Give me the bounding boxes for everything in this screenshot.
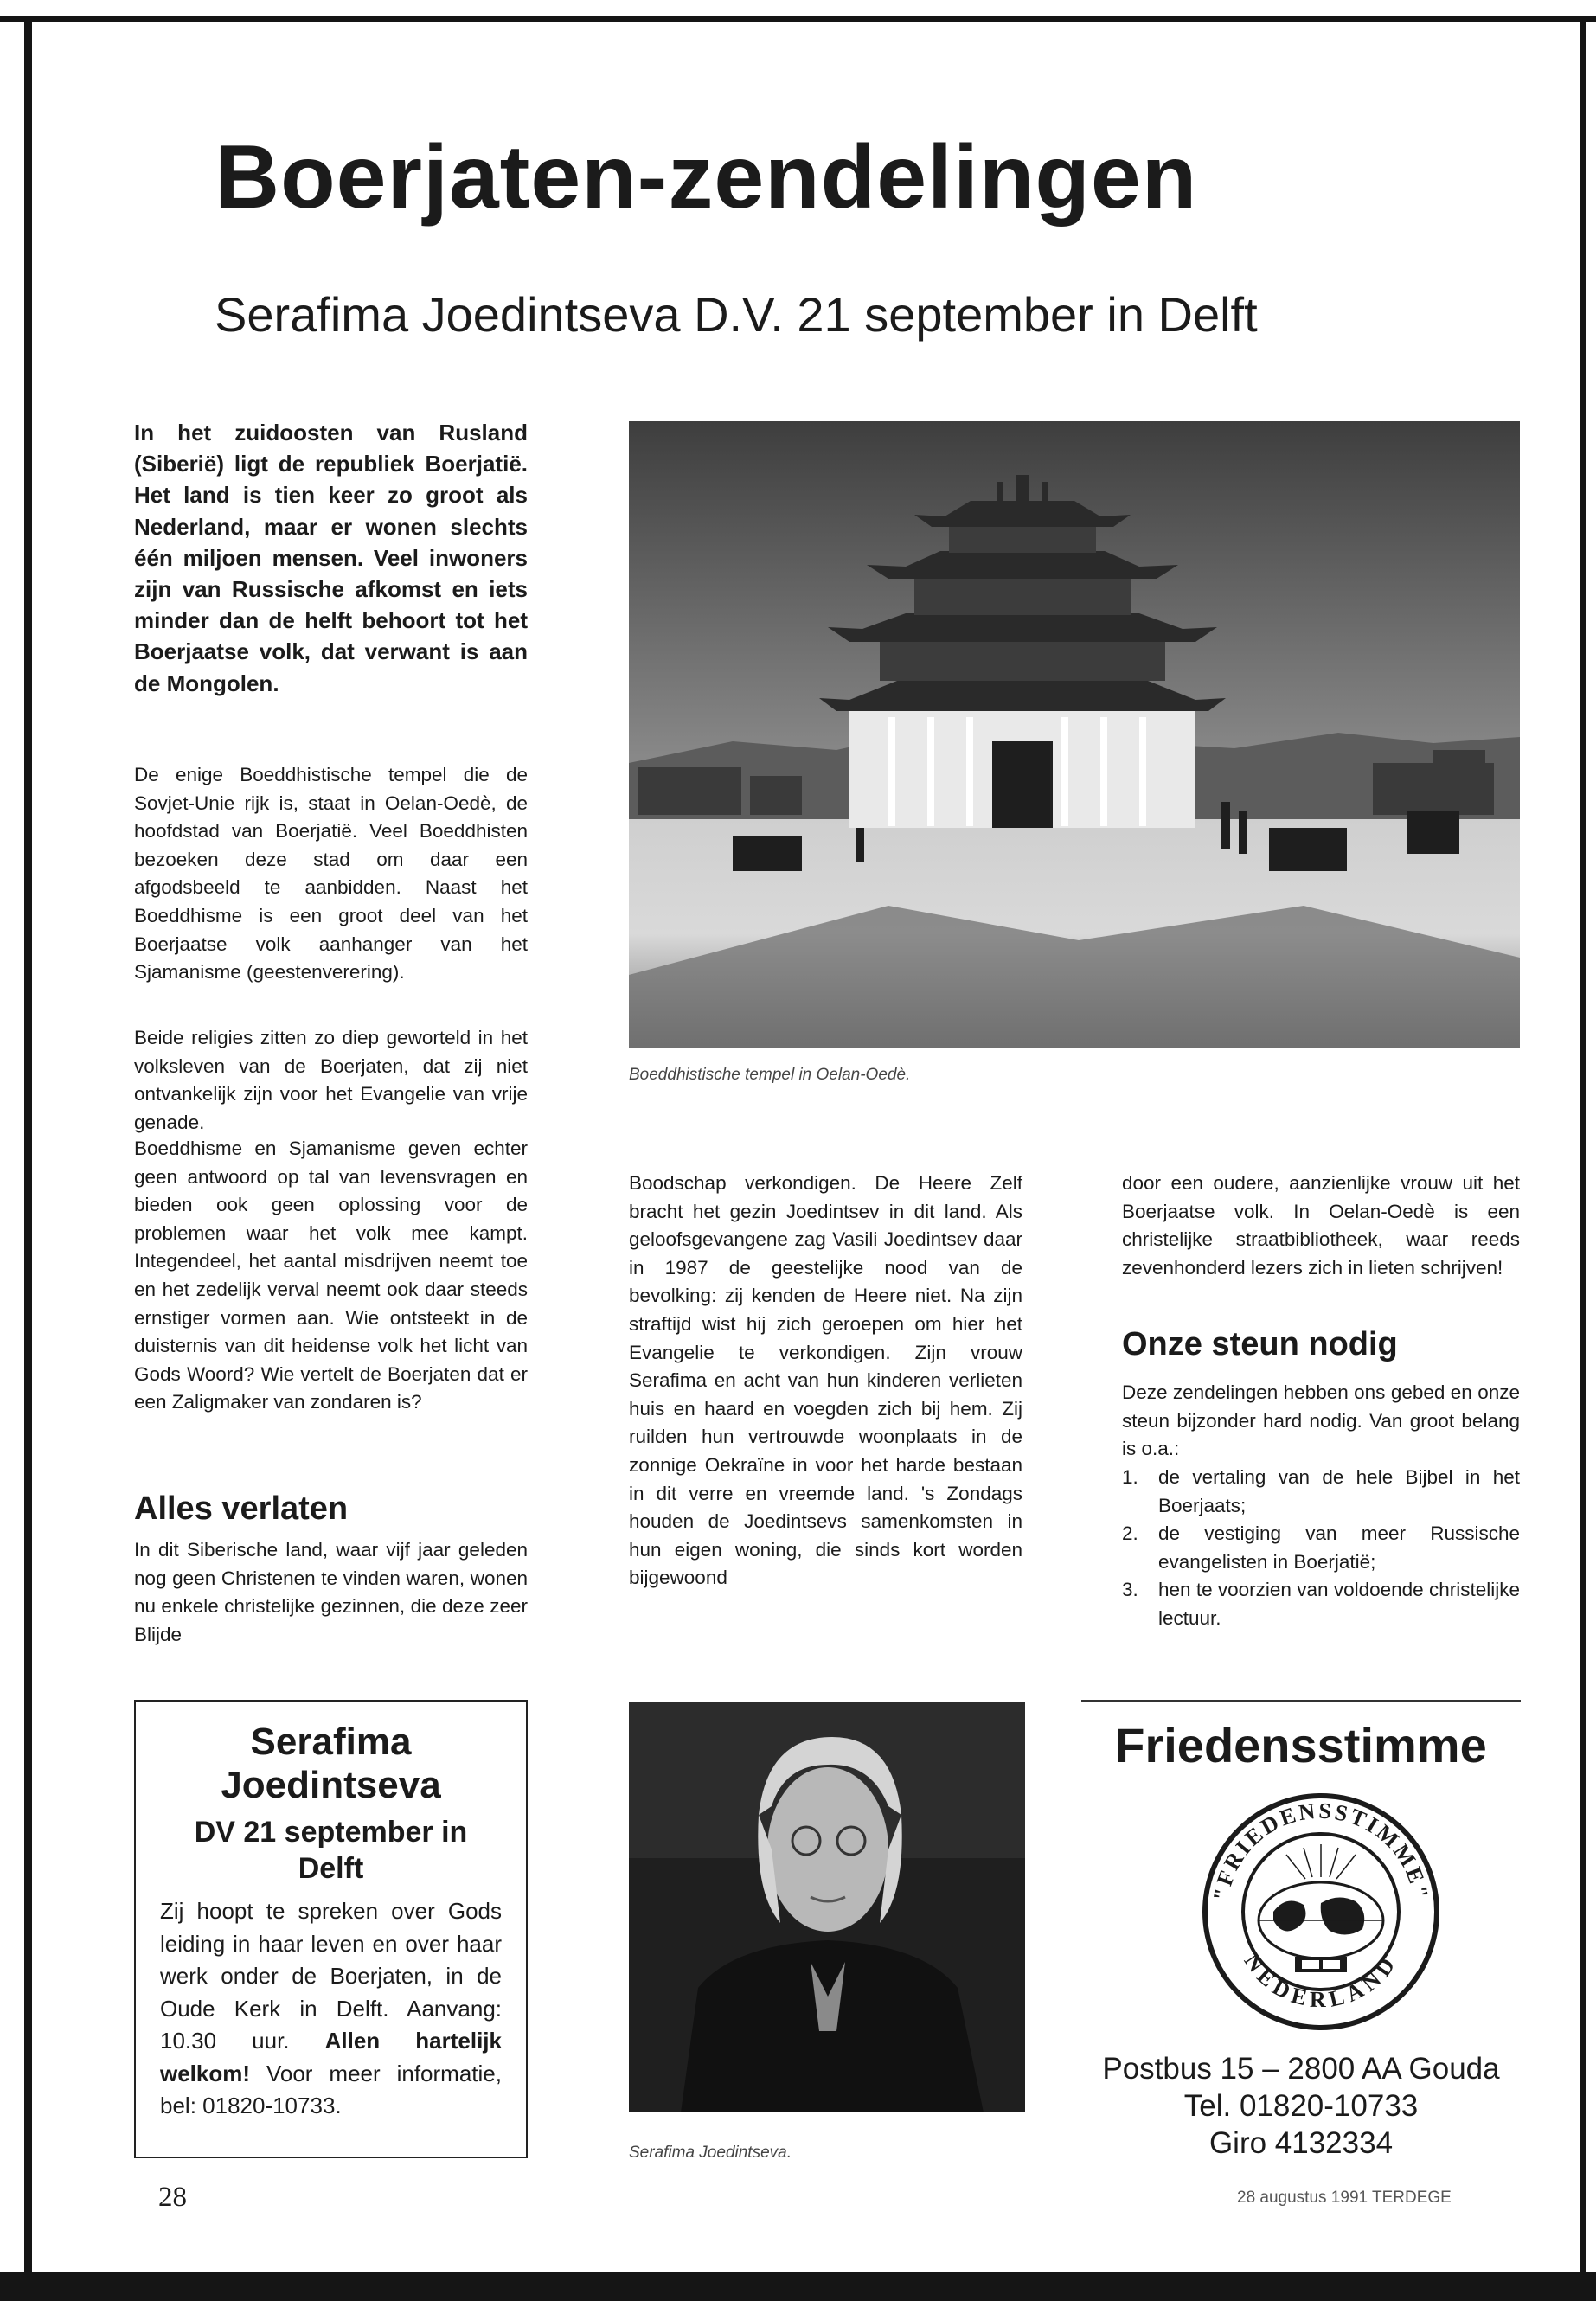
article-title: Boerjaten-zendelingen	[215, 127, 1198, 228]
paragraph-religions: Beide religies zitten zo diep geworteld in het volksleven van de Boerjaten, dat zij niet ontvankelijk zijn voor het Evangelie van vrije genade.	[134, 1027, 528, 1133]
list-item	[1122, 1576, 1520, 1632]
paragraph-support: Deze zendelingen hebben ons gebed en onze steun bijzonder hard nodig. Van groot belang is o.a.:	[1122, 1381, 1520, 1460]
svg-text:NEDERLAND: NEDERLAND	[1239, 1949, 1403, 2013]
event-description	[160, 1895, 502, 2123]
issue-info: 28 augustus 1991 TERDEGE	[1237, 2189, 1452, 2207]
scan-edge-left	[24, 16, 32, 2278]
event-text: Zij hoopt te spreken over Gods leiding in haar leven en over haar werk onder de Boerjaten, in de Oude Kerk in Delft. Aanvang: 10.30 uur.	[160, 1898, 502, 2054]
scan-edge-bottom	[0, 2272, 1596, 2301]
list-item	[1122, 1464, 1520, 1520]
scan-edge-top	[0, 16, 1596, 22]
friedensstimme-title: Friedensstimme	[1115, 1718, 1487, 1772]
temple-photo-caption: Boeddhistische tempel in Oelan-Oedè.	[629, 1066, 911, 1084]
portrait-photo	[629, 1702, 1025, 2112]
paragraph-temple: De enige Boeddhistische tempel die de Sovjet-Unie rijk is, staat in Oelan-Oedè, de hoofdstad van Boerjatië. Veel Boeddhisten bezoeken deze stad om daar een afgodsbeeld te aanbidden. Naast het Boeddhisme is een groot deel van het Boerjaatse volk aanhanger van het Sjamanisme (geestenverering).	[134, 764, 528, 984]
support-list	[1122, 1464, 1520, 1633]
scan-edge-right	[1580, 16, 1586, 2278]
article-subtitle: Serafima Joedintseva D.V. 21 september in Delft	[215, 287, 1258, 342]
list-number: 3.	[1122, 1579, 1138, 1601]
friedensstimme-rule	[1081, 1700, 1521, 1702]
event-box	[134, 1700, 528, 2158]
list-text: de vestiging van meer Russische evangelisten in Boerjatië;	[1158, 1522, 1520, 1573]
svg-text:"FRIEDENSSTIMME": "FRIEDENSSTIMME"	[1208, 1798, 1434, 1903]
friedensstimme-seal-logo	[1200, 1791, 1442, 2033]
paragraph-questions: Boeddhisme en Sjamanisme geven echter geen antwoord op tal van levensvragen en bieden ook geen oplossing voor de problemen waar het volk mee kampt. Integendeel, het aantal misdrijven neemt toe en het zedelijk verval neemt ook daar steeds ernstiger vormen aan. Wie ontsteekt in de duisternis van dit heidense volk het licht van Gods Woord? Wie vertelt de Boerjaten dat er een Zaligmaker van zondaren is?	[134, 1138, 528, 1413]
list-item	[1122, 1520, 1520, 1576]
event-speaker: Serafima Joedintseva	[221, 1721, 441, 1806]
page-number: 28	[158, 2182, 187, 2213]
list-text: hen te voorzien van voldoende christelijke lectuur.	[1158, 1579, 1520, 1629]
subhead-onze-steun: Onze steun nodig	[1122, 1326, 1398, 1362]
subhead-alles-verlaten: Alles verlaten	[134, 1490, 349, 1527]
list-text: de vertaling van de hele Bijbel in het Boerjaats;	[1158, 1466, 1520, 1516]
event-date: DV 21 september in Delft	[194, 1816, 468, 1885]
friedensstimme-address: Postbus 15 – 2800 AA Gouda	[1102, 2052, 1500, 2086]
list-number: 1.	[1122, 1466, 1138, 1488]
paragraph-library: door een oudere, aanzienlijke vrouw uit het Boerjaatse volk. In Oelan-Oedè is een christelijke straatbibliotheek, waar reeds zevenhonderd lezers zich in lieten schrijven!	[1122, 1172, 1520, 1279]
article-intro: In het zuidoosten van Rusland (Siberië) ligt de republiek Boerjatië. Het land is tien keer zo groot als Nederland, maar er wonen slechts één miljoen mensen. Veel inwoners zijn van Russische afkomst en iets minder dan de helft behoort tot het Boerjaatse volk, dat verwant is aan de Mongolen.	[134, 420, 528, 696]
paragraph-siberia: In dit Siberische land, waar vijf jaar geleden nog geen Christenen te vinden waren, wonen nu enkele christelijke gezinnen, die deze zeer Blijde	[134, 1539, 528, 1645]
event-welcome: Allen hartelijk welkom!	[160, 2028, 502, 2086]
list-number: 2.	[1122, 1522, 1138, 1545]
friedensstimme-phone: Tel. 01820-10733	[1183, 2089, 1419, 2123]
portrait-caption: Serafima Joedintseva.	[629, 2144, 792, 2162]
paragraph-message: Boodschap verkondigen. De Heere Zelf bracht het gezin Joedintsev in dit land. Als geloofsgevangene zag Vasili Joedintsev daar in 1987 de geestelijke nood van de bevolking: zij kenden de Heere niet. Na zijn straftijd wist hij zich geroepen om hier het Evangelie te verkondigen. Zijn vrouw Serafima en acht van hun kinderen verlieten huis en haard en voegden zich bij hem. Zij ruilden hun vertrouwde woonplaats in de zonnige Oekraïne in voor het harde bestaan in dit verre en vreemde land. 's Zondags houden de Joedintsevs samenkomsten in hun eigen woning, die sinds kort worden bijgewoond	[629, 1172, 1022, 1589]
temple-photo	[629, 421, 1520, 1048]
event-info: Voor meer informatie, bel: 01820-10733.	[160, 2060, 502, 2118]
friedensstimme-giro: Giro 4132334	[1208, 2126, 1394, 2160]
friedensstimme-contact	[1081, 2050, 1521, 2162]
